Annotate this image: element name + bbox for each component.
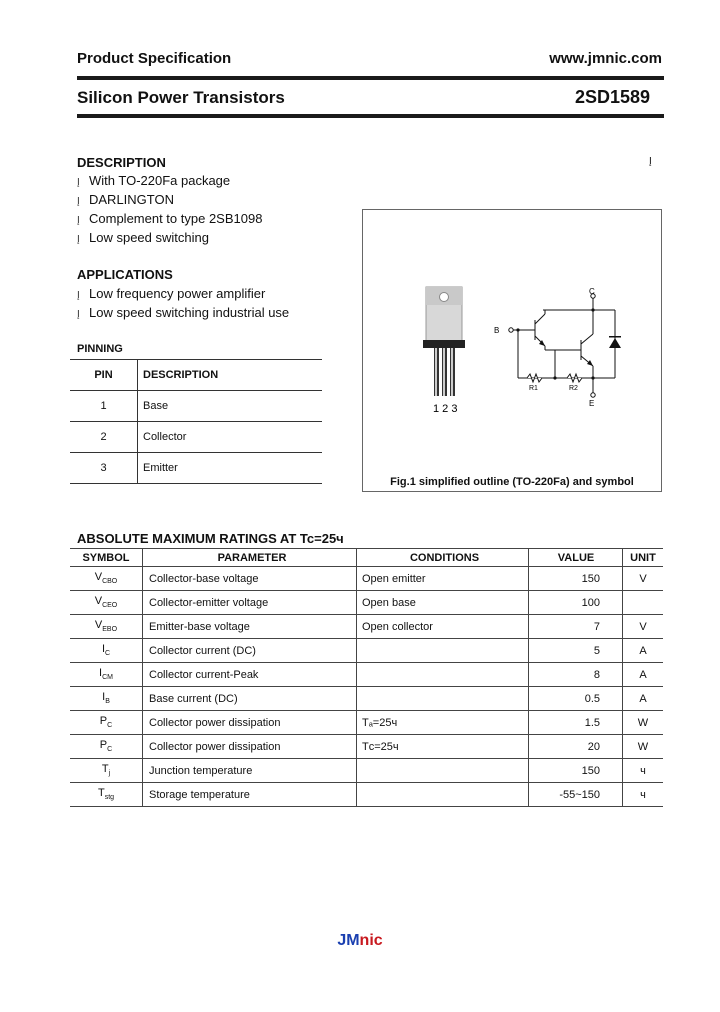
table-row [70,453,322,484]
ratings-header-row [70,549,663,567]
base-label: B [494,326,500,335]
bullet-icon: Į [77,309,80,320]
symbol-letter: T [97,787,105,800]
application-item [77,305,289,320]
pinning-heading: PINNING [77,343,123,355]
parameter-cell: Collector current-Peak [143,663,357,687]
unit-cell: A [623,663,664,687]
symbol-letter: P [99,715,108,728]
collector-label: C [589,287,595,296]
description-text: Complement to type 2SB1098 [89,211,263,226]
table-row [70,735,663,759]
symbol-cell [70,759,143,783]
emitter-label: E [589,399,595,408]
part-number: 2SD1589 [574,87,650,107]
header-website-link[interactable]: www.jmnic.com [549,50,662,67]
value-cell: 100 [529,591,623,615]
table-row [70,759,663,783]
symbol-cell [70,591,143,615]
table-row [70,567,663,591]
value-cell: 150 [529,759,623,783]
logo-letter-m: M [346,932,360,949]
symbol-subscript: CEO [102,602,118,610]
description-item [77,211,262,226]
symbol-subscript: C [105,650,111,658]
bullet-icon: Į [77,177,80,188]
conditions-cell [357,759,529,783]
conditions-column-header: CONDITIONS [357,549,529,567]
parameter-cell: Storage temperature [143,783,357,807]
unit-cell: V [623,615,664,639]
package-and-symbol-figure [363,210,661,491]
pin-description: Collector [138,422,323,453]
resistor-r1-icon [527,374,542,382]
symbol-letter: I [102,691,106,704]
symbol-cell [70,711,143,735]
symbol-cell [70,663,143,687]
description-item [77,192,174,207]
ratings-title: ABSOLUTE MAXIMUM RATINGS AT Tc=25ч [77,531,344,546]
bullet-icon: Į [77,290,80,301]
value-cell: 0.5 [529,687,623,711]
description-text: Low speed switching [89,230,209,245]
value-cell: 8 [529,663,623,687]
conditions-cell: Tₐ=25ч [357,711,529,735]
unit-cell: W [623,735,664,759]
table-row [70,783,663,807]
conditions-cell: Tᴄ=25ч [357,735,529,759]
pin-description: Emitter [138,453,323,484]
table-row [70,639,663,663]
unit-cell: A [623,639,664,663]
symbol-details [509,294,621,397]
stray-glyph: Į [649,156,652,167]
table-row [70,663,663,687]
symbol-subscript: j [108,770,111,778]
application-text: Low speed switching industrial use [89,305,290,320]
parameter-cell: Collector-emitter voltage [143,591,357,615]
header-rule [77,76,664,80]
symbol-cell [70,639,143,663]
symbol-subscript: EBO [102,626,118,634]
table-row [70,711,663,735]
application-text: Low frequency power amplifier [89,286,266,301]
applications-heading: APPLICATIONS [77,267,173,282]
table-row [70,422,322,453]
pinning-table [70,359,322,484]
symbol-cell [70,615,143,639]
description-item [77,230,209,245]
parameter-cell: Collector-base voltage [143,567,357,591]
conditions-cell [357,783,529,807]
logo-letter-j: J [337,932,347,949]
document-title: Silicon Power Transistors [77,88,285,107]
conditions-cell: Open emitter [357,567,529,591]
conditions-cell: Open collector [357,615,529,639]
table-row [70,615,663,639]
conditions-cell [357,639,529,663]
conditions-cell [357,687,529,711]
unit-cell: ч [623,783,664,807]
header-product-specification: Product Specification [77,50,232,67]
parameter-cell: Collector power dissipation [143,711,357,735]
symbol-subscript: CM [102,674,113,682]
symbol-letter: P [99,739,108,752]
symbol-column-header: SYMBOL [70,549,143,567]
value-cell: 7 [529,615,623,639]
symbol-cell [70,687,143,711]
description-heading: DESCRIPTION [77,155,166,170]
bullet-icon: Į [77,234,80,245]
unit-column-header: UNIT [623,549,664,567]
unit-cell: ч [623,759,664,783]
symbol-cell [70,567,143,591]
application-item [77,286,265,301]
pin-number: 2 [70,422,138,453]
unit-cell: A [623,687,664,711]
unit-cell: W [623,711,664,735]
logo-letters-nic: nic [359,932,383,949]
symbol-subscript: C [107,722,113,730]
symbol-letter: V [94,595,103,608]
value-cell: 150 [529,567,623,591]
pin-description: Base [138,391,323,422]
bullet-icon: Į [77,215,80,226]
parameter-cell: Junction temperature [143,759,357,783]
pin-number: 3 [70,453,138,484]
resistor-r2-icon [567,374,582,382]
bullet-icon: Į [77,196,80,207]
description-column-header: DESCRIPTION [138,360,323,391]
darlington-symbol-icon [511,298,615,393]
symbol-letter: V [94,571,103,584]
parameter-cell: Collector power dissipation [143,735,357,759]
r2-label: R2 [569,385,578,392]
value-cell: -55~150 [529,783,623,807]
description-text: With TO-220Fa package [89,173,231,188]
symbol-subscript: C [107,746,113,754]
jmnic-logo [0,932,720,950]
symbol-cell [70,735,143,759]
parameter-cell: Base current (DC) [143,687,357,711]
value-cell: 20 [529,735,623,759]
value-cell: 5 [529,639,623,663]
description-item [77,173,230,188]
unit-cell: V [623,567,664,591]
symbol-letter: T [101,763,109,776]
to220fa-package-icon [423,287,465,396]
value-cell: 1.5 [529,711,623,735]
parameter-column-header: PARAMETER [143,549,357,567]
symbol-subscript: stg [104,794,115,802]
pin-numbers-label: 1 2 3 [433,403,458,415]
parameter-cell: Emitter-base voltage [143,615,357,639]
pin-column-header: PIN [70,360,138,391]
table-row [70,687,663,711]
symbol-cell [70,783,143,807]
title-rule [77,114,664,118]
figure-caption: Fig.1 simplified outline (TO-220Fa) and symbol [390,476,634,488]
parameter-cell: Collector current (DC) [143,639,357,663]
table-row [70,591,663,615]
conditions-cell [357,663,529,687]
pin-number: 1 [70,391,138,422]
symbol-subscript: B [105,698,110,706]
symbol-subscript: CBO [102,578,118,586]
unit-cell [623,591,664,615]
table-row [70,391,322,422]
figure-box [362,209,662,492]
symbol-letter: I [101,643,105,656]
description-text: DARLINGTON [89,192,174,207]
symbol-letter: V [94,619,103,632]
r1-label: R1 [529,385,538,392]
symbol-letter: I [99,667,103,680]
conditions-cell: Open base [357,591,529,615]
value-column-header: VALUE [529,549,623,567]
ratings-table [70,548,663,807]
pinning-header-row [70,360,322,391]
